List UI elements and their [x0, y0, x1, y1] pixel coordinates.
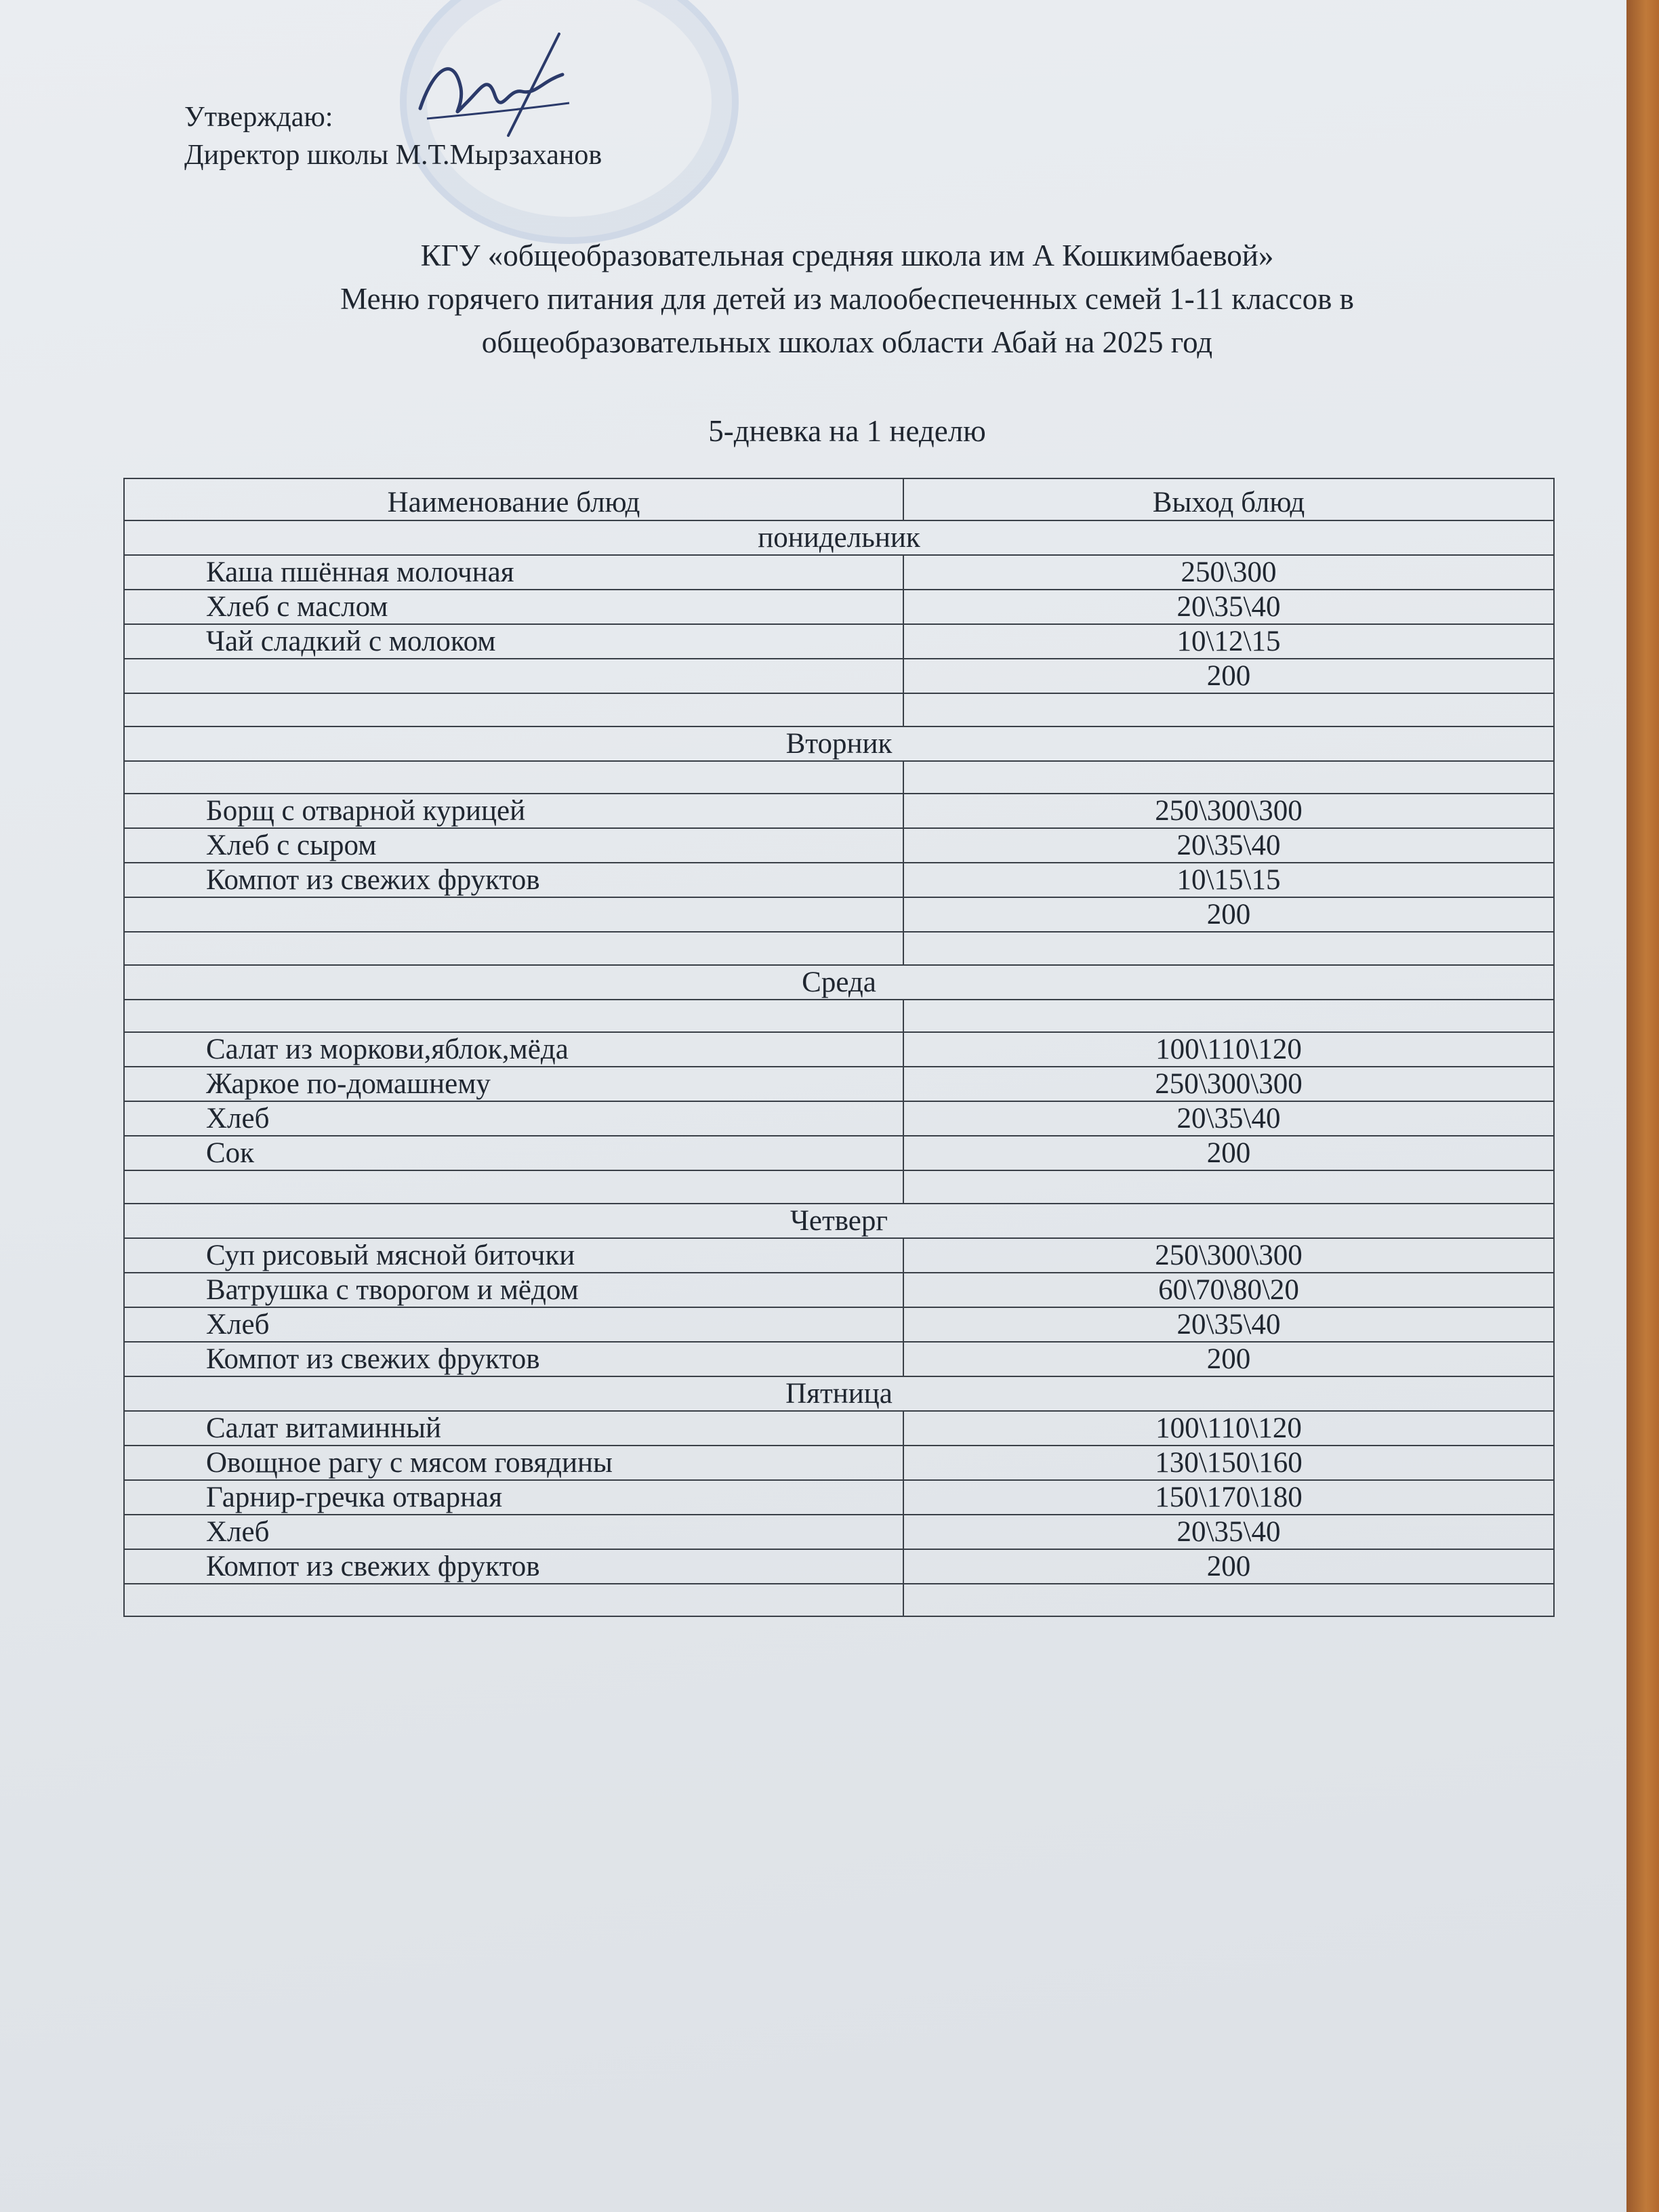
dish-weight: 10\12\15 [903, 624, 1554, 659]
day-thursday: Четверг [124, 1204, 1554, 1238]
director-name: Директор школы М.Т.Мырзаханов [184, 140, 602, 171]
dish-name [124, 897, 903, 932]
empty-row [124, 1170, 1554, 1204]
table-row [124, 624, 1554, 659]
table-row [124, 1101, 1554, 1136]
column-header-weight: Выход блюд [903, 478, 1554, 520]
dish-weight: 200 [903, 897, 1554, 932]
dish-name: Чай сладкий с молоком [124, 624, 903, 659]
document-header [122, 234, 1572, 364]
table-row [124, 1515, 1554, 1549]
dish-weight: 250\300\300 [903, 794, 1554, 828]
dish-name: Ватрушка с творогом и мёдом [124, 1273, 903, 1307]
table-row [124, 794, 1554, 828]
dish-weight: 10\15\15 [903, 863, 1554, 897]
table-row [124, 1032, 1554, 1067]
table-row [124, 1136, 1554, 1170]
week-subtitle: 5-дневка на 1 неделю [708, 414, 986, 448]
day-row [124, 965, 1554, 1000]
dish-weight: 250\300\300 [903, 1238, 1554, 1273]
table-header-row [124, 478, 1554, 520]
dish-name: Хлеб с сыром [124, 828, 903, 863]
dish-weight: 20\35\40 [903, 1515, 1554, 1549]
dish-weight: 20\35\40 [903, 828, 1554, 863]
dish-name: Жаркое по-домашнему [124, 1067, 903, 1101]
dish-weight: 250\300 [903, 555, 1554, 590]
dish-weight: 20\35\40 [903, 590, 1554, 624]
dish-weight: 20\35\40 [903, 1307, 1554, 1342]
dish-name: Хлеб [124, 1515, 903, 1549]
table-row [124, 1307, 1554, 1342]
day-row [124, 726, 1554, 761]
dish-name: Салат из моркови,яблок,мёда [124, 1032, 903, 1067]
dish-name: Сок [124, 1136, 903, 1170]
dish-weight: 100\110\120 [903, 1411, 1554, 1446]
dish-weight: 200 [903, 1549, 1554, 1584]
dish-name: Компот из свежих фруктов [124, 1342, 903, 1376]
dish-weight: 250\300\300 [903, 1067, 1554, 1101]
table-row [124, 1446, 1554, 1480]
dish-weight: 200 [903, 1136, 1554, 1170]
dish-name: Гарнир-гречка отварная [124, 1480, 903, 1515]
table-row [124, 555, 1554, 590]
day-wednesday: Среда [124, 965, 1554, 1000]
dish-name: Хлеб [124, 1307, 903, 1342]
dish-name: Хлеб [124, 1101, 903, 1136]
dish-name: Компот из свежих фруктов [124, 1549, 903, 1584]
day-tuesday: Вторник [124, 726, 1554, 761]
empty-row [124, 1000, 1554, 1033]
dish-weight: 100\110\120 [903, 1032, 1554, 1067]
day-friday: Пятница [124, 1376, 1554, 1411]
dish-weight: 60\70\80\20 [903, 1273, 1554, 1307]
day-row [124, 1204, 1554, 1238]
empty-row [124, 932, 1554, 965]
table-row [124, 1549, 1554, 1584]
table-row [124, 897, 1554, 932]
table-row [124, 1273, 1554, 1307]
day-monday: понидельник [124, 520, 1554, 555]
dish-weight: 150\170\180 [903, 1480, 1554, 1515]
menu-title: Меню горячего питания для детей из малообеспеченных семей 1-11 классов в [340, 282, 1354, 316]
dish-weight: 200 [903, 1342, 1554, 1376]
empty-row [124, 693, 1554, 726]
dish-name: Хлеб с маслом [124, 590, 903, 624]
dish-name: Овощное рагу с мясом говядины [124, 1446, 903, 1480]
table-surface-edge [1626, 0, 1659, 2212]
table-row [124, 1411, 1554, 1446]
empty-row [124, 1584, 1554, 1617]
table-row [124, 828, 1554, 863]
table-row [124, 659, 1554, 693]
dish-name: Каша пшённая молочная [124, 555, 903, 590]
table-row [124, 863, 1554, 897]
menu-table [123, 478, 1555, 1617]
table-row [124, 1067, 1554, 1101]
dish-name: Суп рисовый мясной биточки [124, 1238, 903, 1273]
school-name: КГУ «общеобразовательная средняя школа им А Кошкимбаевой» [420, 239, 1274, 272]
table-row [124, 1238, 1554, 1273]
dish-name [124, 659, 903, 693]
dish-name: Компот из свежих фруктов [124, 863, 903, 897]
empty-row [124, 761, 1554, 794]
dish-name: Салат витаминный [124, 1411, 903, 1446]
column-header-dish: Наименование блюд [124, 478, 903, 520]
dish-name: Борщ с отварной курицей [124, 794, 903, 828]
approval-block [184, 98, 602, 174]
day-row [124, 520, 1554, 555]
menu-title-cont: общеобразовательных школах области Абай на 2025 год [481, 325, 1213, 359]
table-row [124, 590, 1554, 624]
day-row [124, 1376, 1554, 1411]
approval-label: Утверждаю: [184, 102, 333, 133]
dish-weight: 200 [903, 659, 1554, 693]
table-row [124, 1342, 1554, 1376]
dish-weight: 20\35\40 [903, 1101, 1554, 1136]
table-row [124, 1480, 1554, 1515]
dish-weight: 130\150\160 [903, 1446, 1554, 1480]
